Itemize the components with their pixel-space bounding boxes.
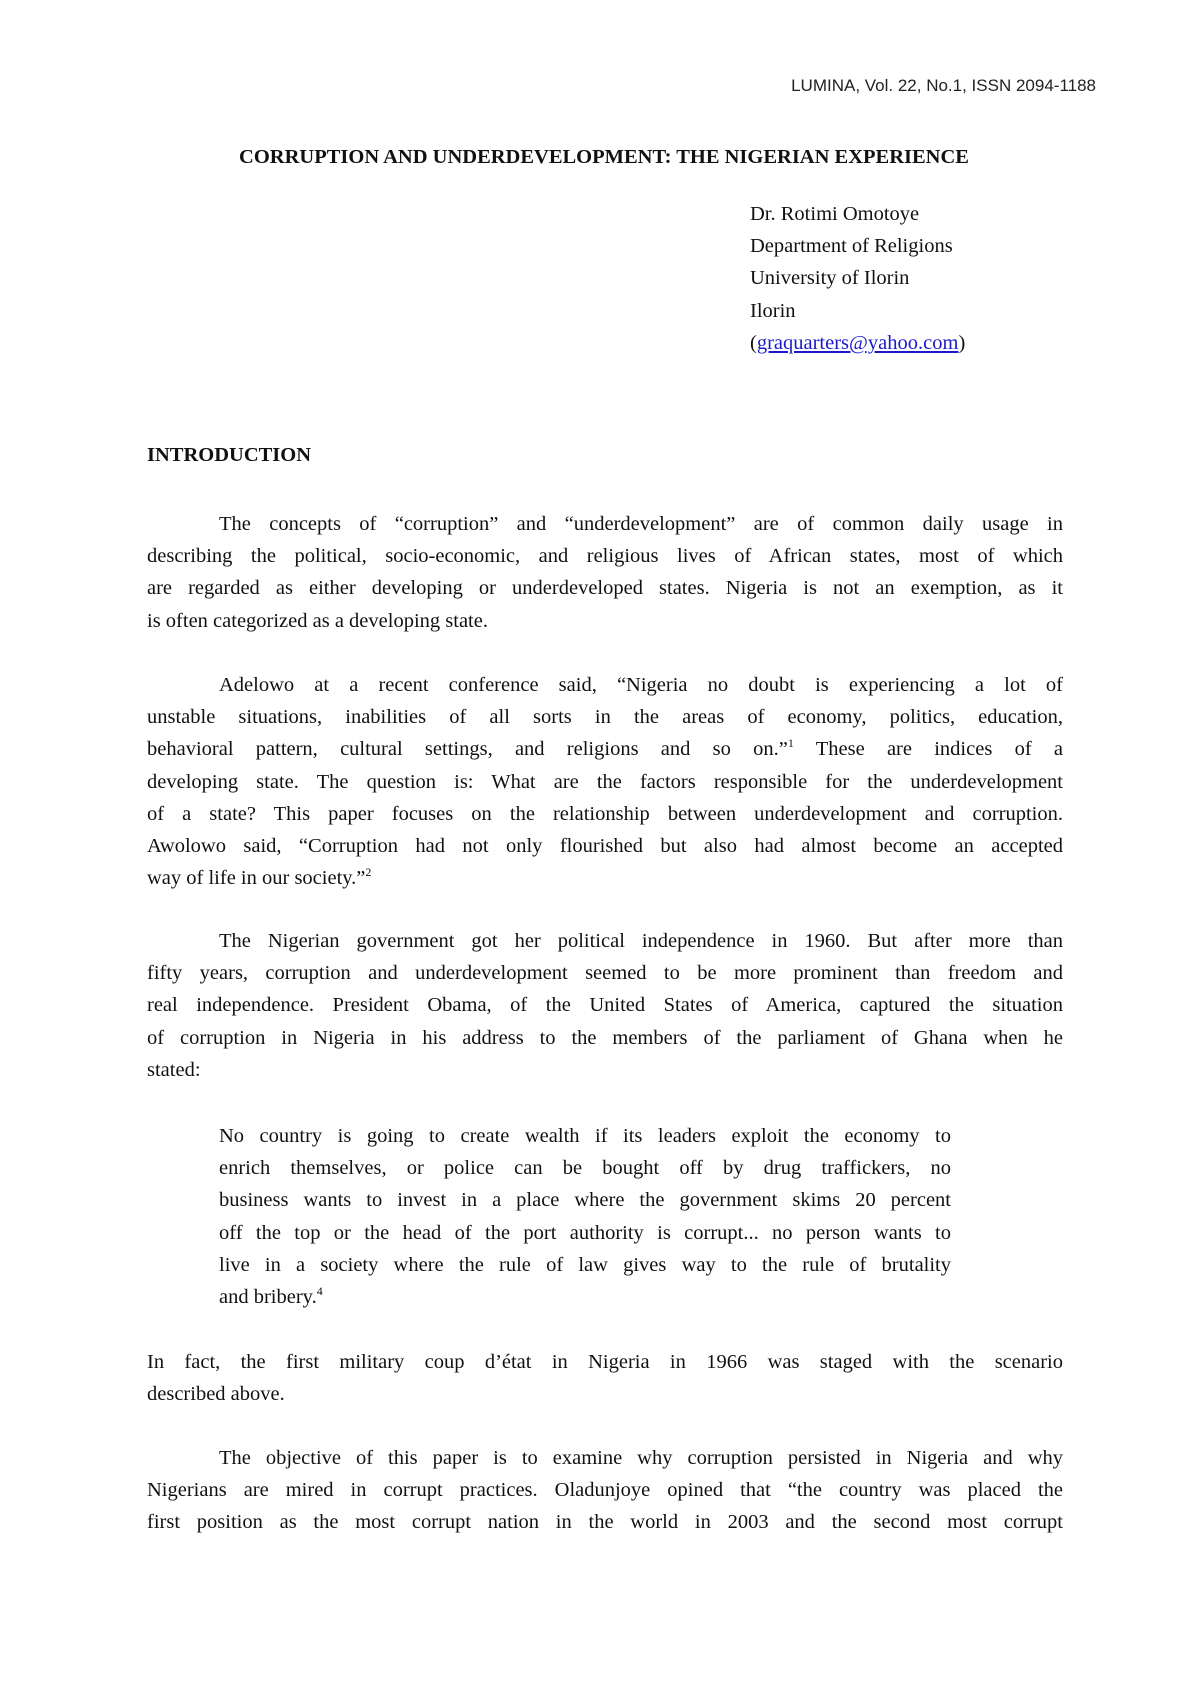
paper-title: CORRUPTION AND UNDERDEVELOPMENT: THE NIGERIAN EXPERIENCE (239, 146, 969, 168)
text-line: The Nigerian government got her political independence in 1960. But after more than (219, 930, 1063, 952)
text-line: unstable situations, inabilities of all sorts in the areas of economy, politics, education, (147, 706, 1063, 729)
text-line (147, 862, 1063, 894)
author-name: Dr. Rotimi Omotoye (750, 203, 920, 225)
footnote-ref: 4 (316, 1284, 323, 1299)
text-line: No country is going to create wealth if its leaders exploit the economy to (219, 1125, 951, 1147)
text-line: The concepts of “corruption” and “underdevelopment” are of common daily usage in (219, 513, 1063, 535)
journal-header: LUMINA, Vol. 22, No.1, ISSN 2094-1188 (791, 76, 1096, 95)
text-line: of corruption in Nigeria in his address to the members of the parliament of Ghana when he (147, 1026, 1063, 1049)
text-line: fifty years, corruption and underdevelopment seemed to be more prominent than freedom and (147, 962, 1063, 985)
text-segment: way of life in our society.” (147, 867, 366, 890)
text-line: stated: (147, 1058, 201, 1081)
email-link[interactable]: graquarters@yahoo.com (756, 331, 959, 354)
author-department: Department of Religions (750, 235, 953, 258)
text-segment: These are indices of a (793, 738, 1063, 761)
text-line: developing state. The question is: What are the factors responsible for the underdevelopment (147, 770, 1063, 793)
text-line: The objective of this paper is to examine why corruption persisted in Nigeria and why (219, 1447, 1063, 1469)
paragraph-2 (147, 669, 1063, 894)
text-line: first position as the most corrupt nation in the world in 2003 and the second most corrupt (147, 1511, 1063, 1534)
paragraph-4 (147, 1346, 1063, 1410)
text-line: live in a society where the rule of law gives way to the rule of brutality (219, 1253, 951, 1276)
author-university: University of Ilorin (750, 267, 910, 290)
text-line: are regarded as either developing or underdeveloped states. Nigeria is not an exemption, as it (147, 577, 1063, 600)
text-line: described above. (147, 1383, 285, 1406)
author-city: Ilorin (750, 299, 796, 322)
text-line (219, 1281, 951, 1313)
paragraph-1 (147, 508, 1063, 637)
text-line: Adelowo at a recent conference said, “Nigeria no doubt is experiencing a lot of (219, 674, 1063, 696)
text-line: In fact, the first military coup d’état in Nigeria in 1966 was staged with the scenario (147, 1351, 1063, 1373)
text-line: business wants to invest in a place where the government skims 20 percent (219, 1189, 951, 1212)
text-line: of a state? This paper focuses on the relationship between underdevelopment and corruption. (147, 802, 1063, 825)
footnote-ref: 1 (787, 736, 794, 751)
text-line: describing the political, socio-economic, and religious lives of African states, most of which (147, 545, 1063, 568)
text-line: off the top or the head of the port authority is corrupt... no person wants to (219, 1221, 951, 1244)
text-line (147, 733, 1063, 765)
text-segment: behavioral pattern, cultural settings, and religions and so on.” (147, 738, 788, 761)
text-line: is often categorized as a developing state. (147, 609, 488, 632)
paren-close: ) (958, 331, 966, 354)
text-segment: and bribery. (219, 1286, 317, 1309)
paren-open: ( (750, 331, 757, 354)
author-email-line (750, 327, 965, 359)
paragraph-3 (147, 925, 1063, 1086)
text-line: enrich themselves, or police can be bought off by drug traffickers, no (219, 1157, 951, 1180)
author-block (750, 198, 965, 359)
text-line: Awolowo said, “Corruption had not only flourished but also had almost become an accepted (147, 835, 1063, 858)
section-heading: INTRODUCTION (147, 444, 312, 466)
text-line: Nigerians are mired in corrupt practices. Oladunjoye opined that “the country was placed the (147, 1479, 1063, 1502)
footnote-ref: 2 (365, 865, 372, 880)
text-line: real independence. President Obama, of the United States of America, captured the situation (147, 994, 1063, 1017)
paragraph-5 (147, 1442, 1063, 1539)
block-quote (219, 1120, 951, 1313)
